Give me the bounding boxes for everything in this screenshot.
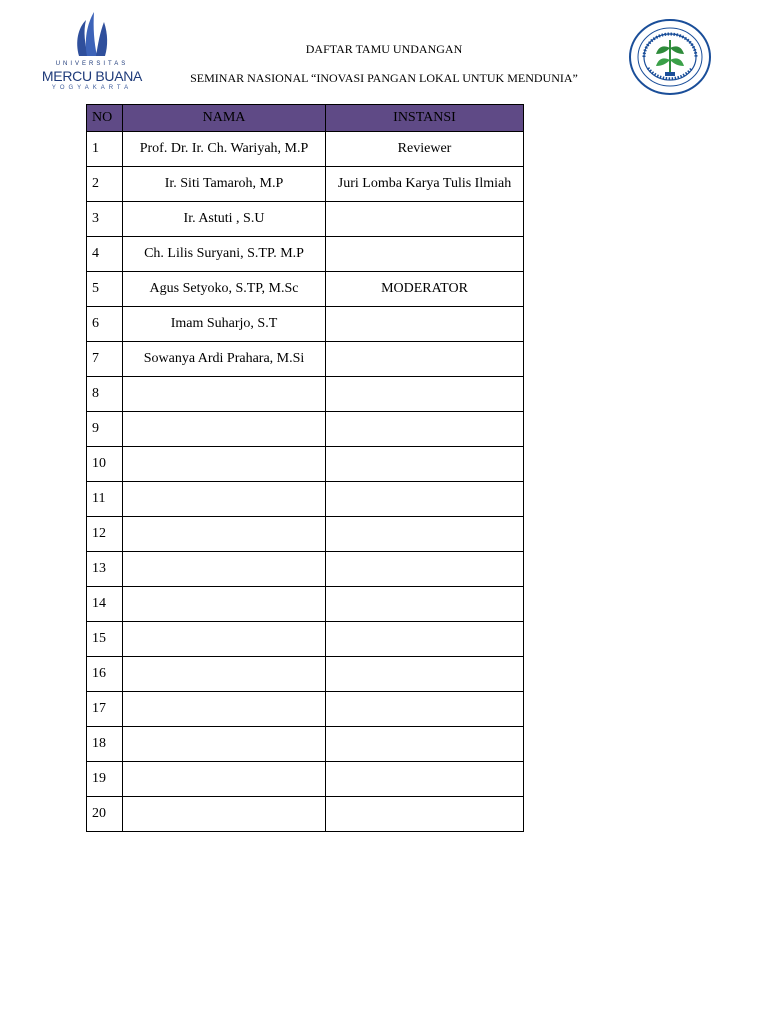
cell-no: 18 <box>87 727 123 762</box>
cell-nama: Imam Suharjo, S.T <box>123 307 326 342</box>
cell-no: 13 <box>87 552 123 587</box>
cell-instansi <box>326 482 524 517</box>
cell-nama <box>123 517 326 552</box>
cell-instansi <box>326 762 524 797</box>
logo-universitas-text: UNIVERSITAS <box>55 61 129 67</box>
guest-list-table <box>86 104 524 832</box>
cell-instansi <box>326 202 524 237</box>
table-row <box>87 552 524 587</box>
cell-nama <box>123 482 326 517</box>
cell-no: 16 <box>87 657 123 692</box>
table-row <box>87 167 524 202</box>
cell-instansi: Reviewer <box>326 132 524 167</box>
cell-no: 2 <box>87 167 123 202</box>
cell-nama: Sowanya Ardi Prahara, M.Si <box>123 342 326 377</box>
document-title: DAFTAR TAMU UNDANGAN <box>305 42 463 56</box>
cell-nama: Prof. Dr. Ir. Ch. Wariyah, M.P <box>123 132 326 167</box>
university-seal-logo <box>628 18 712 96</box>
cell-instansi <box>326 727 524 762</box>
table-row <box>87 692 524 727</box>
cell-instansi: Juri Lomba Karya Tulis Ilmiah <box>326 167 524 202</box>
cell-nama: Agus Setyoko, S.TP, M.Sc <box>123 272 326 307</box>
table-header-row <box>87 105 524 132</box>
cell-no: 14 <box>87 587 123 622</box>
cell-nama <box>123 447 326 482</box>
table-row <box>87 307 524 342</box>
cell-no: 17 <box>87 692 123 727</box>
cell-nama <box>123 377 326 412</box>
table-row <box>87 622 524 657</box>
cell-nama <box>123 587 326 622</box>
cell-nama <box>123 692 326 727</box>
table-row <box>87 657 524 692</box>
logo-yogyakarta-text: YOGYAKARTA <box>51 85 133 91</box>
cell-instansi <box>326 622 524 657</box>
cell-nama <box>123 412 326 447</box>
seal-emblem-icon <box>628 18 712 96</box>
table-row <box>87 447 524 482</box>
table-row <box>87 202 524 237</box>
table-row <box>87 342 524 377</box>
cell-instansi <box>326 342 524 377</box>
table-body <box>87 132 524 832</box>
cell-instansi <box>326 237 524 272</box>
cell-nama: Ir. Siti Tamaroh, M.P <box>123 167 326 202</box>
mercu-buana-flame-icon <box>74 12 110 58</box>
cell-instansi <box>326 692 524 727</box>
cell-nama <box>123 797 326 832</box>
cell-nama: Ch. Lilis Suryani, S.TP. M.P <box>123 237 326 272</box>
cell-nama <box>123 727 326 762</box>
cell-instansi <box>326 447 524 482</box>
table-row <box>87 762 524 797</box>
cell-nama <box>123 762 326 797</box>
cell-no: 1 <box>87 132 123 167</box>
document-subtitle: SEMINAR NASIONAL “INOVASI PANGAN LOKAL UNTUK MENDUNIA” <box>190 71 578 85</box>
cell-no: 5 <box>87 272 123 307</box>
cell-nama <box>123 657 326 692</box>
cell-nama: Ir. Astuti , S.U <box>123 202 326 237</box>
table-row <box>87 482 524 517</box>
cell-instansi <box>326 377 524 412</box>
cell-no: 19 <box>87 762 123 797</box>
cell-instansi <box>326 517 524 552</box>
cell-instansi <box>326 657 524 692</box>
cell-nama <box>123 622 326 657</box>
logo-mercu-buana-text: MERCU BUANA <box>41 68 143 84</box>
table-row <box>87 727 524 762</box>
cell-no: 8 <box>87 377 123 412</box>
table-row <box>87 587 524 622</box>
cell-instansi <box>326 412 524 447</box>
table-row <box>87 412 524 447</box>
cell-no: 11 <box>87 482 123 517</box>
table-row <box>87 797 524 832</box>
cell-no: 6 <box>87 307 123 342</box>
cell-nama <box>123 552 326 587</box>
cell-no: 9 <box>87 412 123 447</box>
cell-no: 15 <box>87 622 123 657</box>
table-row <box>87 237 524 272</box>
column-header-nama: NAMA <box>123 105 326 132</box>
cell-no: 10 <box>87 447 123 482</box>
table-row <box>87 272 524 307</box>
cell-no: 12 <box>87 517 123 552</box>
cell-instansi <box>326 587 524 622</box>
cell-no: 3 <box>87 202 123 237</box>
cell-no: 4 <box>87 237 123 272</box>
cell-instansi <box>326 307 524 342</box>
cell-no: 20 <box>87 797 123 832</box>
cell-instansi: MODERATOR <box>326 272 524 307</box>
column-header-no: NO <box>87 105 123 132</box>
table-row <box>87 132 524 167</box>
cell-instansi <box>326 552 524 587</box>
column-header-instansi: INSTANSI <box>326 105 524 132</box>
cell-instansi <box>326 797 524 832</box>
cell-no: 7 <box>87 342 123 377</box>
table-row <box>87 517 524 552</box>
table-row <box>87 377 524 412</box>
mercu-buana-logo <box>36 12 148 90</box>
